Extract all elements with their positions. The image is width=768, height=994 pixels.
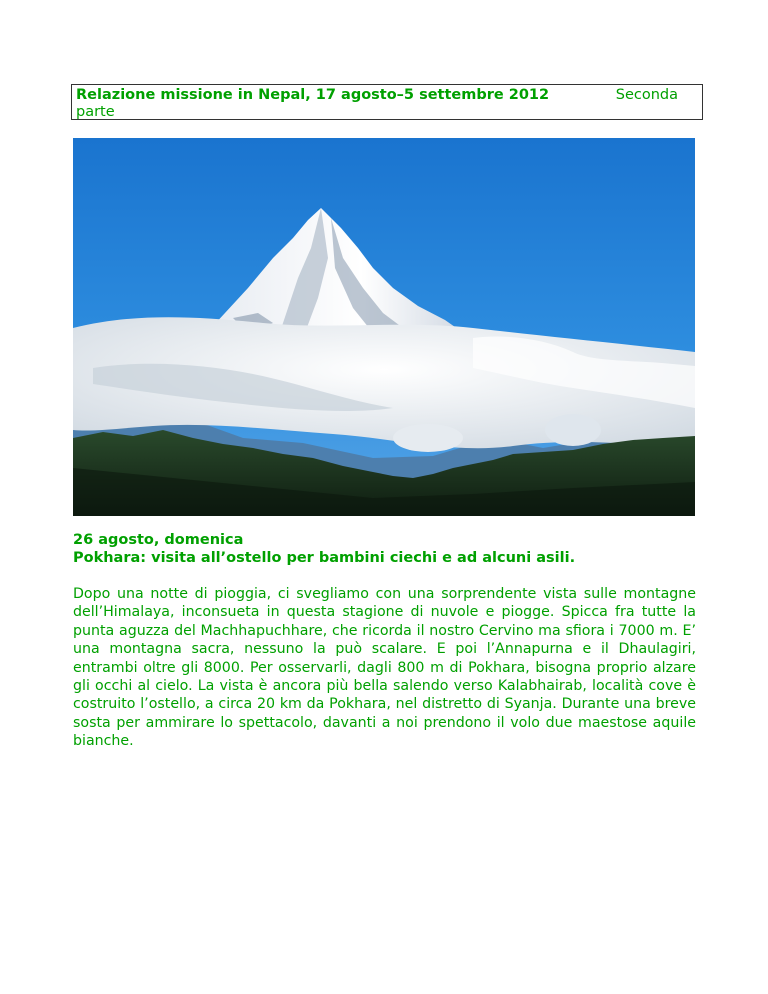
report-title: Relazione missione in Nepal, 17 agosto–5 settembre 2012 — [76, 87, 550, 103]
entry-heading — [73, 531, 703, 567]
report-part-label: Seconda — [615, 87, 678, 103]
entry-body-paragraph: Dopo una notte di pioggia, ci svegliamo con una sorprendente vista sulle montagne dell’Himalaya, inconsueta in questa stagione di nuvole e piogge. Spicca fra tutte la punta aguzza del Machhapuchhare, che ricorda il nostro Cervino ma sfiora i 7000 m. E’ una montagna sacra, nessuno la può scalare. E poi l’Annapurna e il Dhaulagiri, entrambi oltre gli 8000. Per osservarli, dagli 800 m di Pokhara, bisogna proprio alzare gli occhi al cielo. La vista è ancora più bella salendo verso Kalabhairab, località cove è costruito l’ostello, a circa 20 km da Pokhara, nel distretto di Syanja. Durante una breve sosta per ammirare lo spettacolo, davanti a noi prendono il volo due maestose aquile bianche. — [73, 586, 696, 750]
entry-date: 26 agosto, domenica — [73, 532, 244, 548]
mountain-photo — [73, 138, 695, 516]
entry-subtitle: Pokhara: visita all’ostello per bambini ciechi e ad alcuni asili. — [73, 550, 576, 566]
report-header — [71, 84, 703, 120]
report-part-continuation: parte — [76, 104, 115, 120]
